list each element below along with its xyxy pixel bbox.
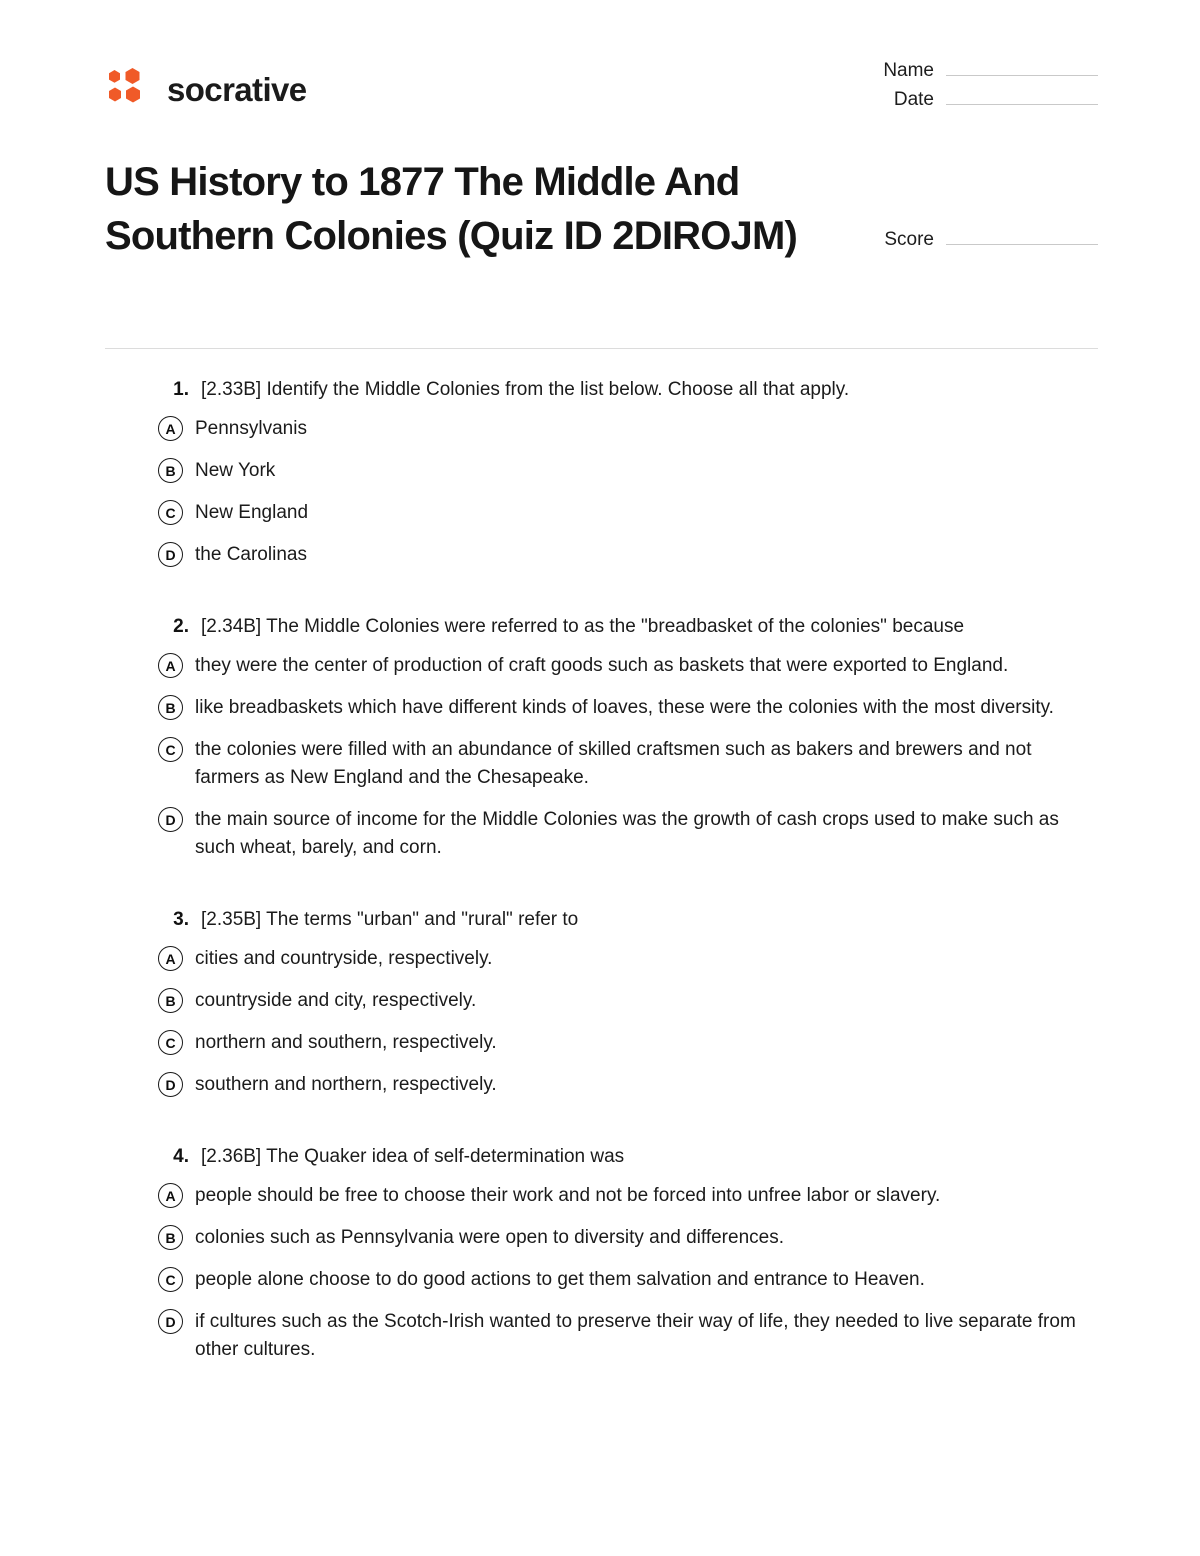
option-text: southern and northern, respectively. — [195, 1074, 497, 1095]
option-bubble-a[interactable]: A — [158, 946, 183, 971]
option-bubble-d[interactable]: D — [158, 1072, 183, 1097]
title-block — [105, 155, 1098, 263]
question-item — [105, 906, 1098, 1099]
option-item[interactable] — [105, 736, 1098, 792]
option-text: countryside and city, respectively. — [195, 990, 477, 1011]
name-field-label: Name — [883, 60, 934, 81]
option-bubble-d[interactable]: D — [158, 542, 183, 567]
option-item[interactable] — [105, 415, 1098, 443]
header-divider — [105, 348, 1098, 349]
question-text: [2.33B] Identify the Middle Colonies from the list below. Choose all that apply. — [201, 379, 850, 400]
option-item[interactable] — [105, 806, 1098, 862]
option-bubble-a[interactable]: A — [158, 653, 183, 678]
questions-list — [105, 376, 1098, 1378]
option-item[interactable] — [105, 1071, 1098, 1099]
option-text: if cultures such as the Scotch-Irish wanted to preserve their way of life, they needed to live separate from other cultures. — [195, 1311, 1076, 1360]
option-item[interactable] — [105, 694, 1098, 722]
page-title: US History to 1877 The Middle And Southern Colonies (Quiz ID 2DIROJM) — [105, 160, 798, 258]
question-header — [163, 613, 1098, 641]
option-bubble-c[interactable]: C — [158, 500, 183, 525]
option-bubble-c[interactable]: C — [158, 1267, 183, 1292]
name-field-blank[interactable] — [946, 58, 1098, 76]
option-bubble-c[interactable]: C — [158, 737, 183, 762]
option-text: Pennsylvanis — [195, 418, 307, 439]
question-text: [2.34B] The Middle Colonies were referred to as the "breadbasket of the colonies" because — [201, 616, 965, 637]
question-text: [2.36B] The Quaker idea of self-determination was — [201, 1146, 625, 1167]
question-text: [2.35B] The terms "urban" and "rural" refer to — [201, 909, 579, 930]
date-field-row — [853, 87, 1098, 116]
option-text: northern and southern, respectively. — [195, 1032, 497, 1053]
option-item[interactable] — [105, 987, 1098, 1015]
option-text: the colonies were filled with an abundance of skilled craftsmen such as bakers and brewers and not farmers as New England and the Chesapeake. — [195, 739, 1032, 788]
option-bubble-a[interactable]: A — [158, 1183, 183, 1208]
option-text: people should be free to choose their work and not be forced into unfree labor or slavery. — [195, 1185, 941, 1206]
name-field-row — [853, 58, 1098, 87]
option-text: the Carolinas — [195, 544, 307, 565]
question-number: 2. — [173, 616, 189, 637]
option-text: New York — [195, 460, 276, 481]
option-text: the main source of income for the Middle Colonies was the growth of cash crops used to make such as such wheat, barely, and corn. — [195, 809, 1059, 858]
question-item — [105, 1143, 1098, 1364]
option-list — [105, 415, 1098, 569]
question-item — [105, 613, 1098, 862]
question-header — [163, 1143, 1098, 1171]
option-text: colonies such as Pennsylvania were open to diversity and differences. — [195, 1227, 784, 1248]
option-bubble-b[interactable]: B — [158, 988, 183, 1013]
option-list — [105, 652, 1098, 862]
option-item[interactable] — [105, 945, 1098, 973]
date-field-blank[interactable] — [946, 87, 1098, 105]
question-number: 1. — [173, 379, 189, 400]
option-item[interactable] — [105, 541, 1098, 569]
page-header — [105, 58, 1098, 134]
question-item — [105, 376, 1098, 569]
option-list — [105, 1182, 1098, 1364]
option-item[interactable] — [105, 1182, 1098, 1210]
option-bubble-c[interactable]: C — [158, 1030, 183, 1055]
question-header — [163, 376, 1098, 404]
option-text: cities and countryside, respectively. — [195, 948, 493, 969]
option-text: people alone choose to do good actions to get them salvation and entrance to Heaven. — [195, 1269, 925, 1290]
question-number: 3. — [173, 909, 189, 930]
question-header — [163, 906, 1098, 934]
date-field-label: Date — [893, 89, 934, 110]
score-field-row — [853, 227, 1098, 251]
option-text: like breadbaskets which have different kinds of loaves, these were the colonies with the most diversity. — [195, 697, 1054, 718]
question-number: 4. — [173, 1146, 189, 1167]
option-bubble-b[interactable]: B — [158, 458, 183, 483]
option-item[interactable] — [105, 1224, 1098, 1252]
option-bubble-a[interactable]: A — [158, 416, 183, 441]
option-item[interactable] — [105, 1266, 1098, 1294]
student-info-fields — [853, 58, 1098, 116]
socrative-brand — [105, 66, 307, 112]
score-field-label: Score — [884, 229, 934, 250]
option-item[interactable] — [105, 652, 1098, 680]
score-field-blank[interactable] — [946, 227, 1098, 245]
option-item[interactable] — [105, 1029, 1098, 1057]
option-bubble-d[interactable]: D — [158, 1309, 183, 1334]
option-item[interactable] — [105, 457, 1098, 485]
option-item[interactable] — [105, 1308, 1098, 1364]
socrative-logo-icon — [105, 66, 151, 112]
option-bubble-b[interactable]: B — [158, 1225, 183, 1250]
socrative-wordmark: socrative — [167, 70, 307, 108]
option-list — [105, 945, 1098, 1099]
option-bubble-b[interactable]: B — [158, 695, 183, 720]
option-text: they were the center of production of craft goods such as baskets that were exported to England. — [195, 655, 1009, 676]
option-text: New England — [195, 502, 309, 523]
option-bubble-d[interactable]: D — [158, 807, 183, 832]
option-item[interactable] — [105, 499, 1098, 527]
